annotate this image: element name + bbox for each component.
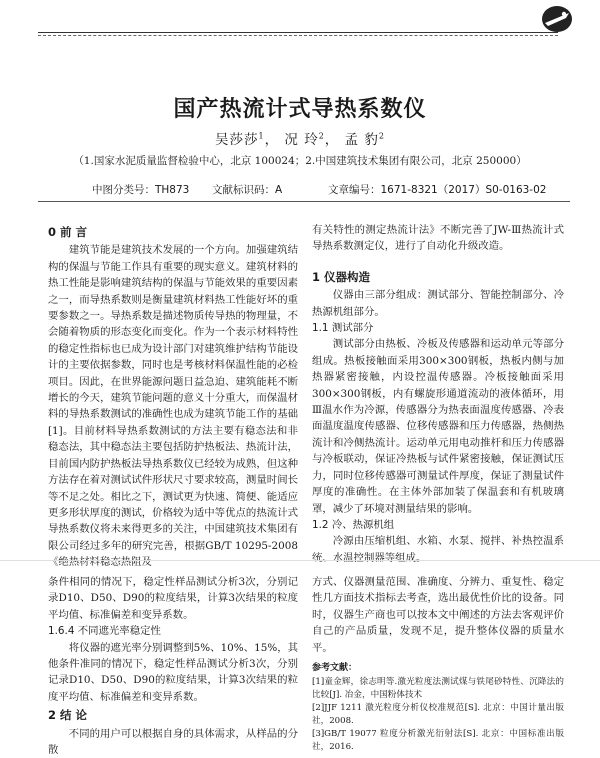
subsection-heading: 1.2 冷、热源机组 (312, 518, 395, 531)
author-name: 吴莎莎 (215, 132, 259, 148)
left-column (48, 222, 298, 571)
affiliation: （1.国家水泥质量监督检验中心，北京 100024；2.中国建筑技术集团有限公司，北京 250000） (73, 155, 527, 167)
right-column (312, 222, 564, 566)
references-heading: 参考文献： (312, 663, 358, 674)
author-affil-mark: 2 (318, 131, 325, 141)
body-paragraph: 建筑节能是建筑技术发展的一个方向。加强建筑结构的保温与节能工作具有重要的现实意义。建筑材料的热工性能是影响建筑结构的保温与节能效果的重要因素之一，而导热系数则是衡量建筑材料热工性能好坏的重要参数之一。导热系数是描述物质传导热的物理量，不会随着物质的形态变化而变化。作为一个表示材料特性的稳定性指标也已成为设计部门对建筑维护结构节能设计的主要依据参数，同时也是考核材料保温性能的必检项目。因此，在世界能源问题日益急迫、建筑能耗不断增长的今天，建筑节能问题的意义十分重大，而保温材料的导热系数测试的准确性也成为建筑节能工作的基础[1]。目前材料导热系数测试的方法主要有稳态法和非稳态法，其中稳态法主要包括防护热板法、热流计法，目前国内防护热板法导热系数仪已经较为成熟，但这种方法存在着对测试试件形状尺寸要求较高，测量时间长等不足之处。相比之下，测试更为快速、简便、能适应更多形状厚度的测试，价格较为适中等优点的热流计式导热系数仪将未来得更多的关注，中国建筑技术集团有限公司经过多年的研究完善，根据GB/T 10295-2008《绝热材料稳态热阻及 (48, 244, 298, 569)
page-divider (0, 560, 600, 561)
header-rule-dashed (38, 35, 558, 36)
document-code: 文献标识码：A (212, 184, 283, 196)
author-list (0, 128, 600, 148)
body-paragraph: 冷源由压缩机组、水箱、水泵、搅拌、补热控温系统、水温控制器等组成。 (312, 535, 564, 564)
section-heading: 2 结 论 (48, 708, 88, 723)
lower-left-column (48, 574, 298, 758)
body-paragraph: 条件相同的情况下，稳定性样品测试分析3次，分别记录D10、D50、D90的粒度结果，计算3次结果的粒度平均值、标准偏差和变异系数。 (48, 576, 298, 621)
article-title: 国产热流计式导热系数仪 (173, 97, 427, 122)
author-affil-mark: 1 (258, 131, 265, 141)
journal-logo-icon (540, 4, 574, 34)
meta-divider (38, 201, 570, 202)
reference-item: [3]GB/T 19077 粒度分析激光衍射法[S]. 北京：中国标准出版社，2016. (312, 729, 564, 753)
lower-right-column (312, 574, 564, 754)
body-paragraph: 不同的用户可以根据自身的具体需求，从样品的分散 (48, 727, 298, 757)
subsection-heading: 1.1 测试部分 (312, 322, 374, 335)
reference-item: [2]JJF 1211 激光粒度分析仪校准规范[S]. 北京：中国计量出版社，2008. (312, 703, 564, 727)
body-paragraph: 有关特性的测定热流计法》不断完善了JW-Ⅲ热流计式导热系数测定仪，进行了自动化升级改造。 (312, 224, 564, 253)
author-separator: ， (324, 132, 340, 148)
section-heading: 0 前 言 (48, 225, 88, 239)
article-number: 文章编号：1671-8321（2017）S0-0163-02 (328, 184, 547, 196)
body-paragraph: 测试部分由热板、冷板及传感器和运动单元等部分组成。热板接触面采用300×300钢板，热板内侧与加热器紧密接触，内设控温传感器。冷板接触面采用300×300钢板，内有螺旋形通道流动的液体循环，用Ⅲ温水作为冷源，传感器分为热表面温度传感器、冷表面温度温度传感器、位移传感器和压力传感器，热侧热流计和冷侧热流计。运动单元用电动推杆和压力传感器与冷板联动，保证冷热板与试件紧密接触，保证测试压力，同时位移传感器可测量试件厚度，保证了测量试件厚度的准确性。在主体外部加装了保温套和有机玻璃罩，减少了环境对测量结果的影响。 (312, 338, 564, 515)
author-affil-mark: 2 (378, 131, 385, 141)
author-name: 孟 豹 (344, 132, 379, 148)
header-rule (38, 32, 558, 33)
reference-item: [1]童金辉，徐志明等.激光粒度法测试煤与铁尾砂特性、沉降法的比较[J]. 冶金，中国粉体技术 (312, 677, 564, 701)
body-paragraph: 方式、仪器测量范围、准确度、分辨力、重复性、稳定性几方面技术指标去考查，选出最优性价比的设备。同时，仪器生产商也可以按本文中阐述的方法去客观评价自己的产品质量，发现不足，提升整体仪器的质量水平。 (312, 576, 564, 654)
body-paragraph: 仪器由三部分组成：测试部分、智能控制部分、冷热源机组部分。 (312, 289, 564, 318)
body-paragraph: 将仪器的遮光率分别调整到5%、10%、15%，其他条件准同的情况下，稳定性样品测试分析3次，分别记录D10、D50、D90的粒度结果，计算3次结果的粒度平均值、标准偏差和变异系数。 (48, 641, 298, 703)
clc-number: 中图分类号：TH873 (92, 184, 190, 196)
section-heading: 1 仪器构造 (312, 269, 371, 284)
author-name: 况 玲 (284, 132, 319, 148)
subsection-heading: 1.6.4 不同遮光率稳定性 (48, 625, 161, 638)
author-separator: ， (264, 132, 280, 148)
